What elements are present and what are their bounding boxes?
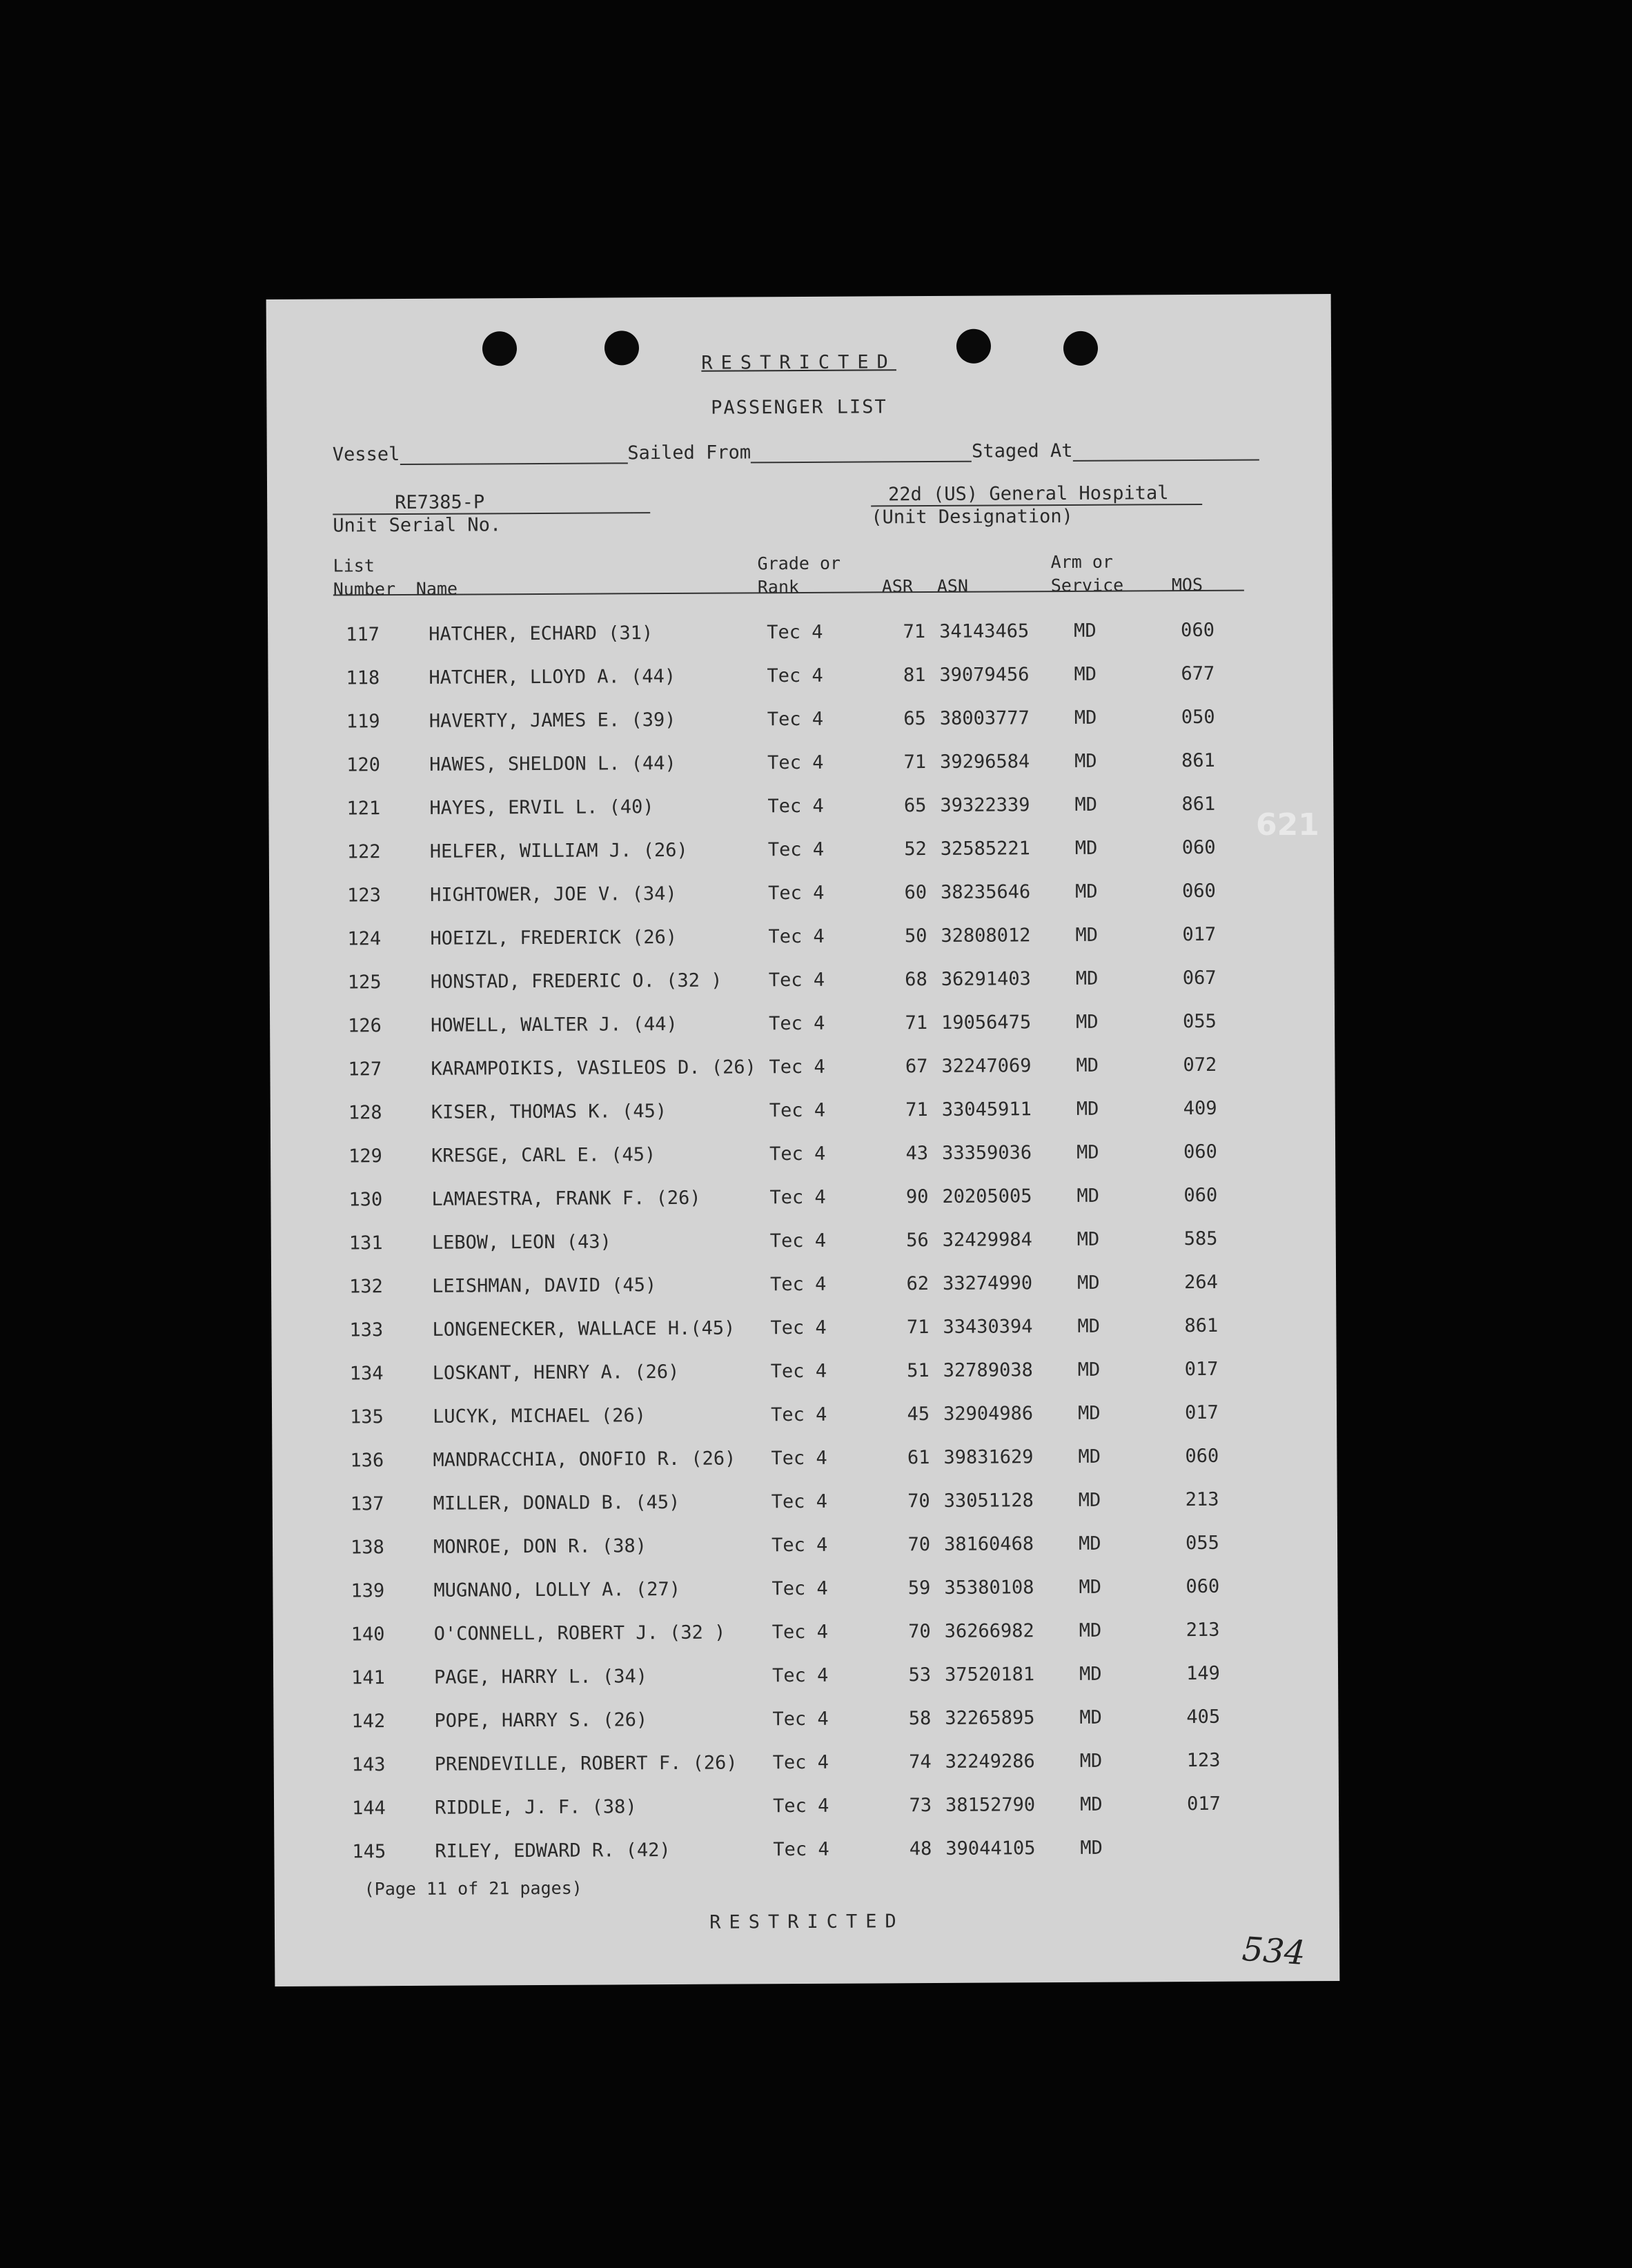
- arm-service-cell: MD: [1079, 1706, 1102, 1728]
- arm-service-cell: MD: [1076, 1098, 1099, 1120]
- grade-cell: Tec 4: [771, 1621, 829, 1644]
- arm-service-cell: MD: [1074, 707, 1097, 729]
- arm-service-cell: MD: [1078, 1489, 1101, 1511]
- table-row: [337, 1217, 1246, 1265]
- asn-cell: 38160468: [943, 1533, 1034, 1555]
- staged-at-blank: [1073, 460, 1259, 462]
- arm-service-cell: MD: [1076, 1011, 1099, 1033]
- grade-cell: Tec 4: [771, 1403, 827, 1426]
- asn-cell: 33045911: [941, 1098, 1032, 1121]
- mos-cell: 060: [1185, 1445, 1219, 1468]
- passenger-name-cell: KISER, THOMAS K. (45): [431, 1101, 667, 1123]
- mos-cell: 861: [1184, 1314, 1219, 1337]
- list-number-cell: 130: [348, 1189, 383, 1211]
- passenger-name-cell: HOWELL, WALTER J. (44): [431, 1013, 678, 1036]
- vessel-label: Vessel: [332, 444, 400, 466]
- asr-cell: 43: [905, 1143, 929, 1165]
- grade-cell: Tec 4: [769, 1012, 825, 1035]
- grade-cell: Tec 4: [769, 1143, 826, 1165]
- grade-cell: Tec 4: [769, 1230, 827, 1252]
- arm-service-cell: MD: [1074, 837, 1098, 859]
- mos-cell: 055: [1183, 1010, 1217, 1033]
- passenger-name-cell: PAGE, HARRY L. (34): [433, 1666, 648, 1688]
- mos-cell: 067: [1182, 967, 1217, 989]
- col-list-number: List Number: [333, 555, 396, 600]
- asn-cell: 37520181: [944, 1664, 1035, 1686]
- mos-cell: 405: [1186, 1706, 1221, 1728]
- table-row: [335, 1000, 1245, 1048]
- unit-serial-value: RE7385-P: [333, 491, 650, 515]
- arm-service-cell: MD: [1075, 924, 1099, 946]
- passenger-name-cell: MONROE, DON R. (38): [433, 1535, 647, 1558]
- asr-cell: 48: [909, 1838, 932, 1860]
- asn-cell: 39322339: [940, 794, 1030, 816]
- asn-cell: 35380108: [944, 1577, 1034, 1599]
- arm-service-cell: MD: [1076, 1141, 1099, 1163]
- passenger-name-cell: LONGENECKER, WALLACE H.(45): [432, 1317, 736, 1341]
- mos-cell: 409: [1183, 1097, 1217, 1120]
- list-number-cell: 136: [350, 1450, 384, 1472]
- asn-cell: 38152790: [945, 1794, 1036, 1816]
- grade-cell: Tec 4: [767, 708, 824, 731]
- passenger-name-cell: HIGHTOWER, JOE V. (34): [430, 882, 677, 906]
- table-row: [340, 1826, 1249, 1874]
- mos-cell: 677: [1181, 662, 1215, 685]
- unit-designation-value: 22d (US) General Hospital: [871, 482, 1202, 507]
- table-row: [333, 609, 1243, 657]
- asr-cell: 56: [906, 1230, 929, 1252]
- asr-cell: 71: [905, 1099, 928, 1121]
- mos-cell: [1183, 1826, 1249, 1869]
- table-row: [335, 826, 1244, 874]
- footer-restricted: RESTRICTED: [709, 1911, 905, 1933]
- arm-service-cell: MD: [1079, 1619, 1102, 1641]
- arm-service-cell: MD: [1074, 620, 1097, 642]
- mos-cell: 072: [1183, 1054, 1217, 1076]
- passenger-name-cell: MUGNANO, LOLLY A. (27): [433, 1578, 681, 1601]
- arm-service-cell: MD: [1077, 1359, 1101, 1381]
- asn-cell: 32904986: [943, 1403, 1034, 1425]
- list-number-cell: 142: [351, 1710, 386, 1733]
- mos-cell: 017: [1184, 1401, 1219, 1424]
- passenger-name-cell: HELFER, WILLIAM J. (26): [429, 839, 688, 862]
- table-row: [337, 1391, 1247, 1439]
- mos-cell: 213: [1186, 1619, 1220, 1641]
- arm-service-cell: MD: [1074, 793, 1098, 816]
- arm-service-cell: MD: [1078, 1532, 1101, 1555]
- list-number-cell: 125: [347, 972, 382, 994]
- asr-cell: 59: [907, 1577, 931, 1599]
- arm-service-cell: MD: [1080, 1837, 1103, 1859]
- asr-cell: 58: [908, 1708, 932, 1730]
- arm-service-cell: MD: [1075, 880, 1098, 903]
- list-number-cell: 123: [347, 885, 381, 907]
- mos-cell: 213: [1185, 1488, 1219, 1511]
- asr-cell: 62: [906, 1273, 930, 1295]
- grade-cell: Tec 4: [767, 621, 823, 644]
- asr-cell: 52: [904, 838, 927, 860]
- list-number-cell: 117: [346, 624, 380, 646]
- col-asr: ASR: [881, 576, 914, 597]
- document-title: PASSENGER LIST: [711, 396, 887, 419]
- asr-cell: 71: [906, 1317, 930, 1339]
- arm-service-cell: MD: [1076, 1054, 1099, 1076]
- passenger-name-cell: O'CONNELL, ROBERT J. (32 ): [433, 1621, 726, 1645]
- col-name: Name: [415, 578, 458, 599]
- list-number-cell: 137: [350, 1493, 384, 1515]
- grade-cell: Tec 4: [771, 1577, 828, 1600]
- grade-cell: Tec 4: [767, 751, 824, 774]
- asr-cell: 50: [904, 925, 927, 947]
- passenger-name-cell: MILLER, DONALD B. (45): [433, 1491, 680, 1515]
- passenger-name-cell: MANDRACCHIA, ONOFIO R. (26): [433, 1448, 736, 1471]
- mos-cell: 585: [1183, 1227, 1218, 1250]
- table-row: [335, 956, 1245, 1005]
- asr-cell: 67: [905, 1056, 928, 1078]
- asr-cell: 74: [909, 1751, 932, 1773]
- list-number-cell: 128: [348, 1102, 382, 1124]
- page-note: (Page 11 of 21 pages): [364, 1877, 582, 1900]
- mos-cell: 017: [1182, 923, 1217, 946]
- table-row: [340, 1739, 1249, 1787]
- unit-serial-block: [333, 491, 650, 536]
- mos-cell: 060: [1186, 1575, 1220, 1598]
- grade-cell: Tec 4: [768, 925, 825, 948]
- mos-cell: 060: [1181, 619, 1215, 642]
- passenger-name-cell: RILEY, EDWARD R. (42): [435, 1840, 671, 1862]
- table-row: [337, 1261, 1246, 1309]
- asn-cell: 33274990: [943, 1272, 1033, 1294]
- arm-service-cell: MD: [1077, 1402, 1101, 1424]
- col-arm-service: Arm or Service: [1050, 551, 1124, 596]
- passenger-name-cell: LEBOW, LEON (43): [431, 1231, 611, 1254]
- list-number-cell: 118: [346, 667, 380, 689]
- arm-service-cell: MD: [1079, 1750, 1103, 1772]
- asn-cell: 19056475: [941, 1012, 1032, 1034]
- mos-cell: 017: [1186, 1793, 1221, 1815]
- passenger-name-cell: HATCHER, LLOYD A. (44): [429, 665, 676, 689]
- mos-cell: 123: [1186, 1749, 1221, 1772]
- mos-cell: 861: [1181, 793, 1216, 816]
- mos-cell: 060: [1181, 836, 1216, 859]
- asn-cell: 36291403: [941, 968, 1031, 990]
- list-number-cell: 119: [346, 711, 380, 733]
- list-number-cell: 124: [347, 928, 382, 950]
- arm-service-cell: MD: [1074, 663, 1097, 685]
- grade-cell: Tec 4: [767, 664, 823, 687]
- asn-cell: 33430394: [943, 1316, 1033, 1338]
- col-grade: Grade or Rank: [757, 553, 841, 598]
- asr-cell: 45: [907, 1403, 930, 1426]
- table-row: [338, 1478, 1248, 1526]
- unit-designation-block: [871, 482, 1202, 529]
- asn-cell: 33359036: [942, 1142, 1032, 1164]
- passenger-name-cell: HAWES, SHELDON L. (44): [429, 752, 676, 776]
- table-row: [333, 652, 1243, 700]
- vessel-field: [333, 440, 1259, 466]
- arm-service-cell: MD: [1077, 1315, 1101, 1337]
- arm-service-cell: MD: [1079, 1576, 1101, 1598]
- mos-cell: 060: [1183, 1184, 1218, 1207]
- asn-cell: 32789038: [943, 1359, 1033, 1381]
- list-number-cell: 126: [348, 1015, 382, 1037]
- passenger-name-cell: HAYES, ERVIL L. (40): [429, 796, 654, 819]
- asr-cell: 65: [903, 795, 927, 817]
- list-number-cell: 129: [348, 1145, 382, 1167]
- asn-cell: 39079456: [939, 664, 1030, 686]
- arm-service-cell: MD: [1077, 1272, 1100, 1294]
- list-number-cell: 132: [349, 1276, 383, 1298]
- asr-cell: 73: [909, 1795, 932, 1817]
- list-number-cell: 122: [346, 841, 381, 863]
- passenger-name-cell: HONSTAD, FREDERIC O. (32 ): [430, 969, 722, 993]
- asn-cell: 32808012: [941, 925, 1031, 947]
- asn-cell: 34143465: [939, 620, 1030, 642]
- mos-cell: 861: [1181, 749, 1215, 772]
- asr-cell: 61: [907, 1447, 930, 1469]
- arm-service-cell: MD: [1074, 750, 1097, 772]
- passenger-name-cell: LEISHMAN, DAVID (45): [432, 1274, 657, 1297]
- asn-cell: 39296584: [940, 751, 1030, 773]
- grade-cell: Tec 4: [770, 1317, 827, 1339]
- grade-cell: Tec 4: [769, 1186, 826, 1209]
- table-row: [336, 1174, 1246, 1222]
- grade-cell: Tec 4: [772, 1795, 829, 1817]
- list-number-cell: 121: [346, 798, 381, 820]
- table-row: [336, 1087, 1246, 1135]
- arm-service-cell: MD: [1076, 1228, 1100, 1250]
- table-row: [334, 696, 1243, 744]
- grade-cell: Tec 4: [770, 1360, 827, 1383]
- table-row: [337, 1434, 1247, 1483]
- grade-cell: Tec 4: [771, 1664, 829, 1687]
- passenger-name-cell: HATCHER, ECHARD (31): [429, 622, 653, 645]
- table-row: [337, 1304, 1246, 1352]
- header-restricted: RESTRICTED: [701, 351, 896, 374]
- table-row: [337, 1348, 1247, 1396]
- grade-cell: Tec 4: [768, 882, 825, 905]
- col-mos: MOS: [1171, 574, 1203, 595]
- arm-service-cell: MD: [1075, 967, 1099, 989]
- passenger-name-cell: KARAMPOIKIS, VASILEOS D. (26): [431, 1056, 756, 1080]
- asn-cell: 36266982: [944, 1620, 1034, 1642]
- passenger-name-cell: PRENDEVILLE, ROBERT F. (26): [434, 1752, 738, 1775]
- asr-cell: 71: [905, 1012, 928, 1034]
- table-row: [334, 739, 1243, 787]
- grade-cell: Tec 4: [772, 1751, 829, 1774]
- table-row: [334, 782, 1243, 831]
- mos-cell: 060: [1182, 880, 1216, 903]
- list-number-cell: 135: [350, 1406, 384, 1428]
- asr-cell: 71: [903, 751, 927, 773]
- unit-designation-label: (Unit Designation): [871, 505, 1073, 529]
- arm-service-cell: MD: [1078, 1446, 1101, 1468]
- table-row: [335, 1043, 1245, 1092]
- col-asn: ASN: [936, 575, 969, 596]
- table-row: [338, 1565, 1248, 1613]
- passenger-name-cell: LOSKANT, HENRY A. (26): [432, 1361, 680, 1384]
- table-row: [339, 1652, 1248, 1700]
- mos-cell: 050: [1181, 706, 1215, 729]
- staged-at-label: Staged At: [972, 440, 1073, 462]
- asr-cell: 51: [907, 1360, 930, 1382]
- passenger-name-cell: HAVERTY, JAMES E. (39): [429, 709, 676, 732]
- asr-cell: 90: [905, 1186, 929, 1208]
- sailed-from-label: Sailed From: [627, 442, 751, 464]
- grade-cell: Tec 4: [772, 1708, 829, 1730]
- table-row: [336, 1130, 1246, 1179]
- mos-cell: 017: [1184, 1358, 1219, 1381]
- grade-cell: Tec 4: [770, 1273, 827, 1296]
- passenger-name-cell: POPE, HARRY S. (26): [434, 1709, 648, 1732]
- mos-cell: 264: [1184, 1271, 1218, 1294]
- unit-serial-label: Unit Serial No.: [333, 514, 502, 537]
- arm-service-cell: MD: [1079, 1663, 1102, 1685]
- list-number-cell: 145: [352, 1841, 386, 1863]
- mos-cell: 060: [1183, 1141, 1217, 1163]
- asr-cell: 81: [903, 664, 926, 687]
- list-number-cell: 138: [351, 1537, 384, 1559]
- asr-cell: 68: [905, 969, 927, 991]
- asr-cell: 70: [908, 1621, 931, 1643]
- table-row: [338, 1521, 1248, 1570]
- list-number-cell: 127: [348, 1058, 382, 1081]
- asn-cell: 32247069: [941, 1055, 1032, 1077]
- asn-cell: 38003777: [939, 707, 1030, 729]
- asn-cell: 38235646: [941, 881, 1031, 903]
- list-number-cell: 133: [349, 1319, 384, 1341]
- list-number-cell: 120: [346, 754, 381, 776]
- grade-cell: Tec 4: [767, 795, 824, 818]
- asr-cell: 53: [908, 1664, 932, 1686]
- document-page: [266, 294, 1340, 1986]
- asn-cell: 32585221: [940, 838, 1030, 860]
- mos-cell: 055: [1185, 1532, 1219, 1555]
- list-number-cell: 134: [349, 1363, 384, 1385]
- passenger-name-cell: LAMAESTRA, FRANK F. (26): [431, 1187, 701, 1210]
- asn-cell: 32429984: [942, 1229, 1032, 1251]
- grade-cell: Tec 4: [773, 1838, 829, 1861]
- grade-cell: Tec 4: [771, 1447, 827, 1470]
- list-number-cell: 141: [351, 1667, 385, 1689]
- grade-cell: Tec 4: [769, 1056, 825, 1078]
- passenger-table: [333, 609, 1250, 1874]
- list-number-cell: 131: [348, 1232, 383, 1254]
- asr-cell: 65: [903, 708, 926, 730]
- sailed-from-blank: [751, 461, 972, 464]
- table-row: [335, 869, 1244, 918]
- passenger-name-cell: RIDDLE, J. F. (38): [434, 1796, 637, 1819]
- list-number-cell: 140: [351, 1624, 385, 1646]
- grade-cell: Tec 4: [771, 1534, 828, 1557]
- vessel-blank: [400, 462, 627, 465]
- asn-cell: 32265895: [945, 1707, 1035, 1729]
- passenger-name-cell: LUCYK, MICHAEL (26): [433, 1405, 647, 1428]
- handwritten-number: 534: [1241, 1929, 1307, 1973]
- grade-cell: Tec 4: [768, 969, 825, 992]
- grade-cell: Tec 4: [771, 1490, 828, 1513]
- list-number-cell: 143: [351, 1754, 386, 1776]
- asr-cell: 60: [904, 882, 927, 904]
- table-row: [339, 1608, 1248, 1657]
- stamp-number: 621: [1256, 807, 1319, 842]
- asn-cell: 32249286: [945, 1751, 1035, 1773]
- asr-cell: 70: [907, 1490, 930, 1512]
- grade-cell: Tec 4: [767, 838, 825, 861]
- table-row: [339, 1695, 1248, 1744]
- mos-cell: 149: [1186, 1662, 1220, 1685]
- passenger-name-cell: HOEIZL, FREDERICK (26): [430, 926, 678, 949]
- arm-service-cell: MD: [1076, 1185, 1100, 1207]
- passenger-name-cell: KRESGE, CARL E. (45): [431, 1144, 656, 1167]
- asn-cell: 39831629: [943, 1446, 1034, 1468]
- table-row: [335, 913, 1244, 961]
- asn-cell: 33051128: [943, 1490, 1034, 1512]
- asr-cell: 70: [907, 1534, 931, 1556]
- table-row: [340, 1782, 1249, 1831]
- list-number-cell: 139: [351, 1580, 385, 1602]
- asn-cell: 39044105: [945, 1837, 1036, 1860]
- list-number-cell: 144: [351, 1797, 386, 1820]
- asr-cell: 71: [903, 621, 926, 643]
- arm-service-cell: MD: [1079, 1793, 1103, 1815]
- grade-cell: Tec 4: [769, 1099, 826, 1122]
- asn-cell: 20205005: [942, 1185, 1032, 1207]
